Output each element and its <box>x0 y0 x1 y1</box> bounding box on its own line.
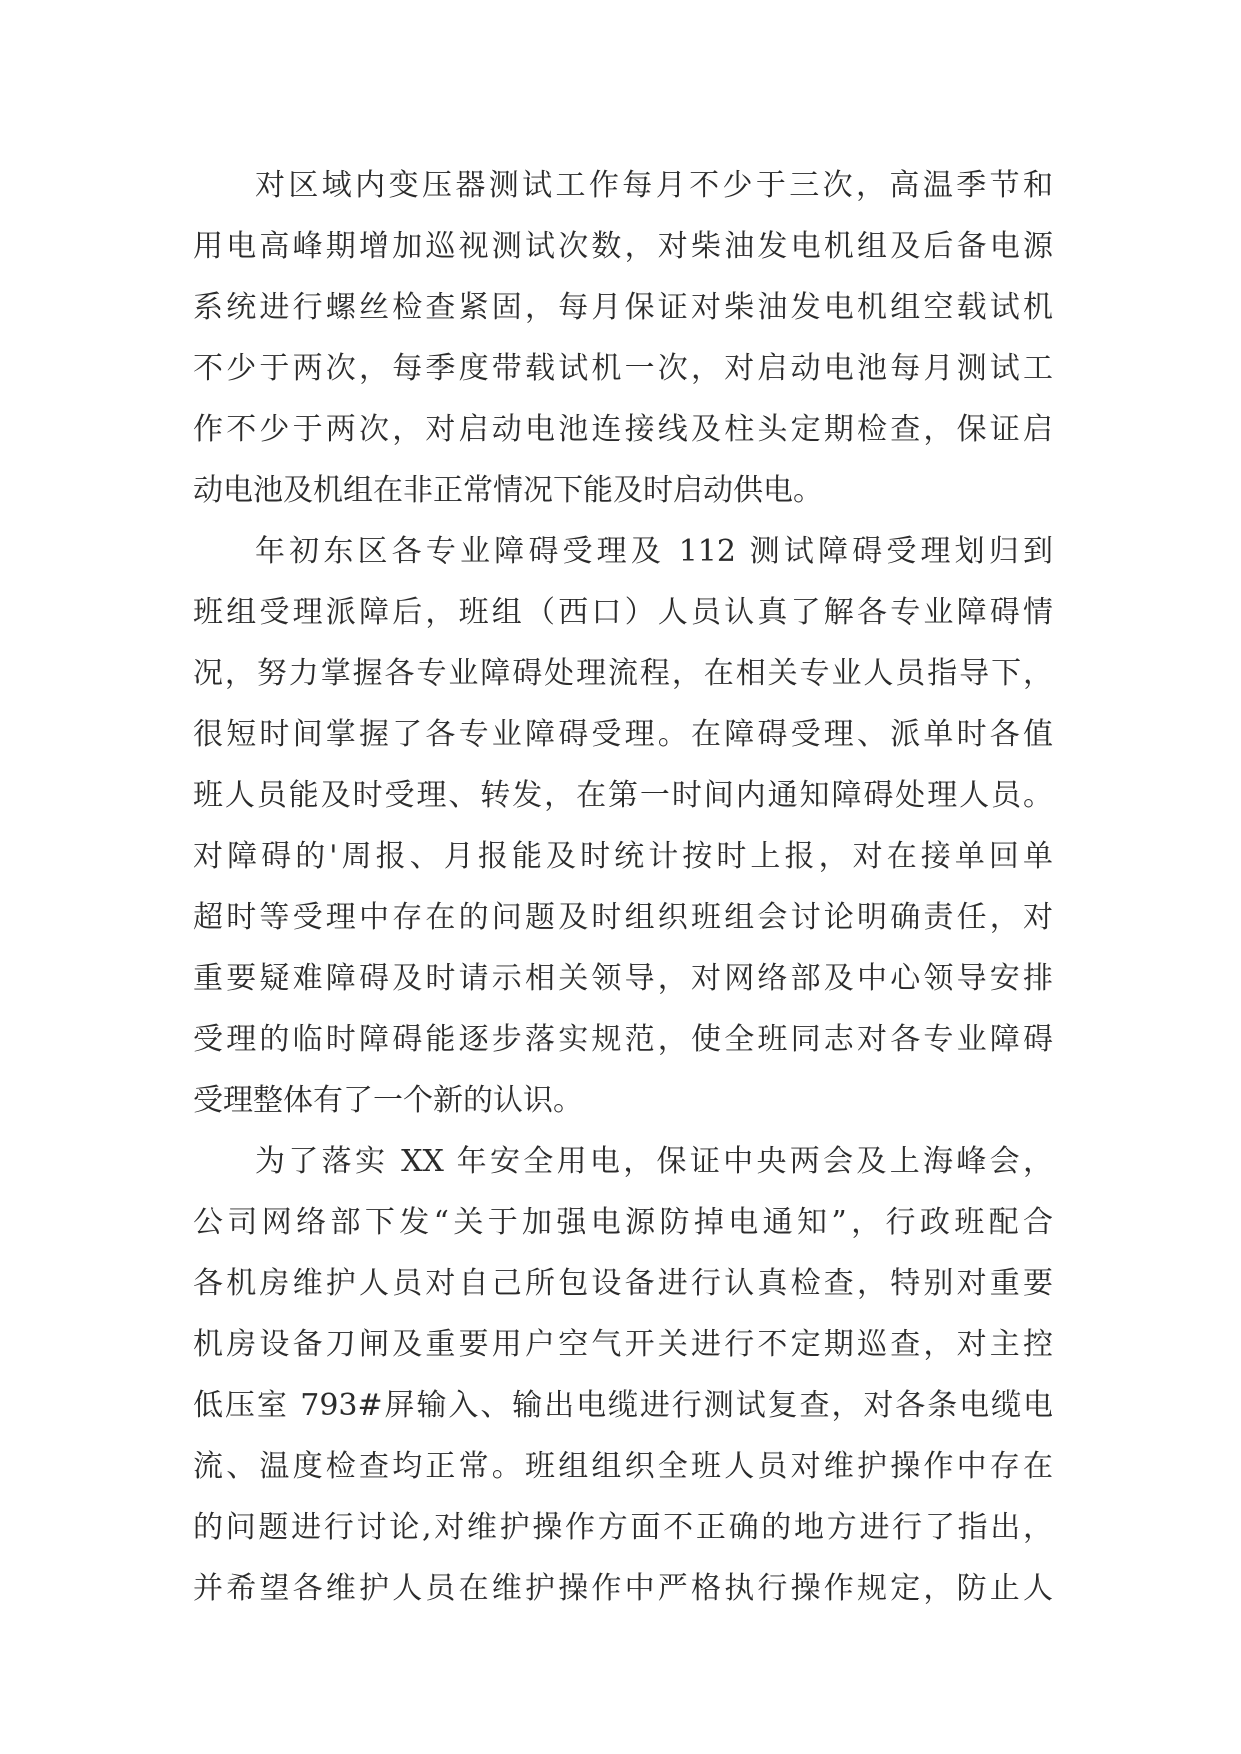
text-line: 重要疑难障碍及时请示相关领导，对网络部及中心领导安排 <box>193 961 1053 996</box>
text-line: 机房设备刀闸及重要用户空气开关进行不定期巡查，对主控 <box>193 1327 1053 1362</box>
text-line: 超时等受理中存在的问题及时组织班组会讨论明确责任，对 <box>193 900 1053 935</box>
text-line: 受理整体有了一个新的认识。 <box>193 1083 583 1118</box>
document-body <box>193 155 1053 1619</box>
text-line: 公司网络部下发“关于加强电源防掉电通知”，行政班配合 <box>193 1205 1053 1240</box>
text-line: 系统进行螺丝检查紧固，每月保证对柴油发电机组空载试机 <box>193 290 1053 325</box>
text-line: 年初东区各专业障碍受理及 112 测试障碍受理划归到 <box>255 534 1053 569</box>
text-line: 低压室 793#屏输入、输出电缆进行测试复查，对各条电缆电 <box>193 1388 1053 1423</box>
text-line: 动电池及机组在非正常情况下能及时启动供电。 <box>193 473 823 508</box>
text-line: 对区域内变压器测试工作每月不少于三次，高温季节和 <box>255 168 1053 203</box>
text-line: 不少于两次，每季度带载试机一次，对启动电池每月测试工 <box>193 351 1053 386</box>
text-line: 作不少于两次，对启动电池连接线及柱头定期检查，保证启 <box>193 412 1053 447</box>
text-line: 况，努力掌握各专业障碍处理流程，在相关专业人员指导下， <box>193 656 1053 691</box>
text-line: 的问题进行讨论,对维护操作方面不正确的地方进行了指出， <box>193 1510 1053 1545</box>
text-line: 很短时间掌握了各专业障碍受理。在障碍受理、派单时各值 <box>193 717 1053 752</box>
text-line: 为了落实 XX 年安全用电，保证中央两会及上海峰会， <box>255 1144 1053 1179</box>
text-line: 用电高峰期增加巡视测试次数，对柴油发电机组及后备电源 <box>193 229 1053 264</box>
text-line: 受理的临时障碍能逐步落实规范，使全班同志对各专业障碍 <box>193 1022 1053 1057</box>
text-line: 班人员能及时受理、转发，在第一时间内通知障碍处理人员。 <box>193 778 1053 813</box>
text-line: 流、温度检查均正常。班组组织全班人员对维护操作中存在 <box>193 1449 1053 1484</box>
paragraph-fault-handling <box>193 521 1053 1131</box>
text-line: 并希望各维护人员在维护操作中严格执行操作规定，防止人 <box>193 1571 1053 1606</box>
text-line: 对障碍的'周报、月报能及时统计按时上报，对在接单回单 <box>193 839 1053 874</box>
text-line: 各机房维护人员对自己所包设备进行认真检查，特别对重要 <box>193 1266 1053 1301</box>
paragraph-transformer-testing <box>193 155 1053 521</box>
text-line: 班组受理派障后，班组（西口）人员认真了解各专业障碍情 <box>193 595 1053 630</box>
paragraph-power-safety <box>193 1131 1053 1619</box>
